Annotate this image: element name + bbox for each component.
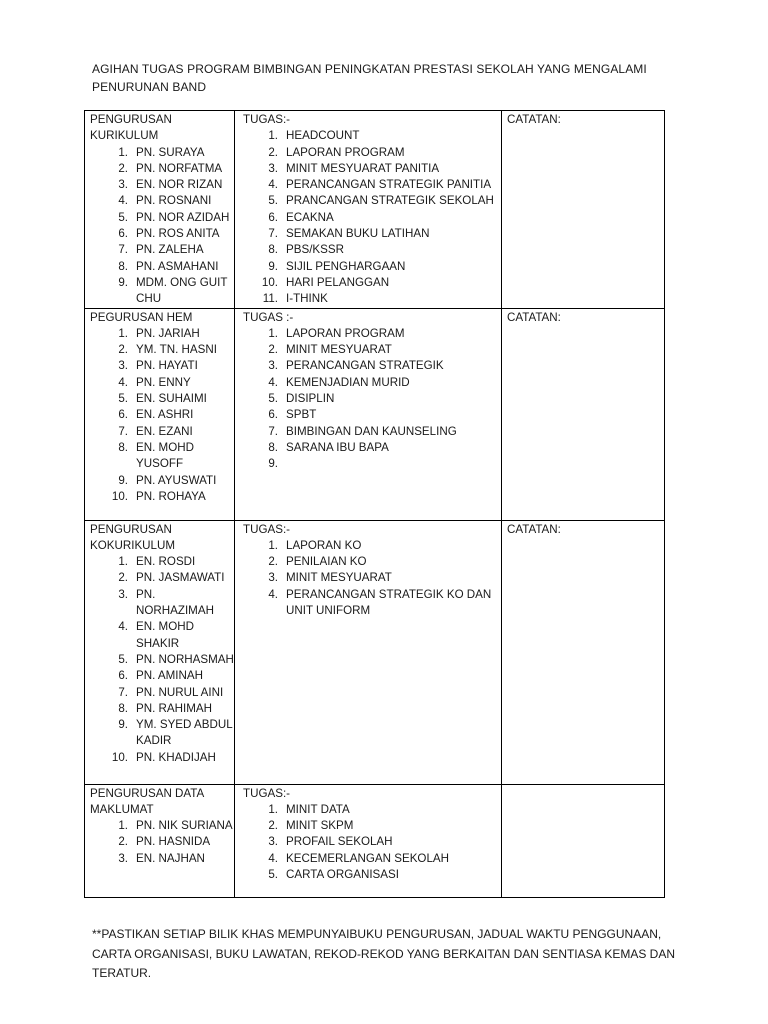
- notes-heading: CATATAN:: [507, 522, 561, 536]
- list-number: 9.: [268, 457, 278, 471]
- list-item: [240, 391, 501, 407]
- member-name: EN. NOR RIZAN: [136, 178, 223, 192]
- tasks-cell: [235, 111, 502, 309]
- list-item: [90, 210, 234, 226]
- task-text: PRANCANGAN STRATEGIK SEKOLAH: [286, 194, 494, 208]
- list-number: 4.: [268, 178, 278, 192]
- list-item: [240, 177, 501, 193]
- member-name: PN. SURAYA: [136, 145, 205, 159]
- task-text: BIMBINGAN DAN KAUNSELING: [286, 424, 457, 438]
- member-name: EN. MOHD YUSOFF: [136, 440, 194, 471]
- task-text: DISIPLIN: [286, 392, 335, 406]
- member-name: EN. NAJHAN: [136, 851, 205, 865]
- list-item: [90, 701, 234, 717]
- member-name: PN. NORHAZIMAH: [136, 587, 214, 618]
- list-number: 7.: [118, 243, 128, 257]
- list-number: 9.: [118, 473, 128, 487]
- list-item: [240, 375, 501, 391]
- list-number: 1.: [268, 538, 278, 552]
- member-name: PN. ROS ANITA: [136, 227, 220, 241]
- task-text: LAPORAN PROGRAM: [286, 326, 405, 340]
- committee-heading: PEGURUSAN HEM: [90, 310, 193, 324]
- list-item: [240, 342, 501, 358]
- list-number: 4.: [268, 375, 278, 389]
- member-name: PN. ZALEHA: [136, 243, 204, 257]
- footnote: **PASTIKAN SETIAP BILIK KHAS MEMPUNYAIBUKU PENGURUSAN, JADUAL WAKTU PENGGUNAAN, CARTA ORGANISASI, BUKU LAWATAN, REKOD-REKOD YANG BERKAITAN DAN SENTIASA KEMAS DAN TERATUR.: [92, 927, 676, 980]
- list-item: [90, 570, 234, 586]
- list-number: 4.: [268, 851, 278, 865]
- list-number: 6.: [118, 408, 128, 422]
- task-text: HARI PELANGGAN: [286, 275, 390, 289]
- tasks-cell: [235, 784, 502, 897]
- list-item: [90, 750, 234, 766]
- task-text: PROFAIL SEKOLAH: [286, 835, 393, 849]
- list-item: [90, 851, 234, 867]
- member-name: PN. ENNY: [136, 375, 191, 389]
- list-item: [90, 177, 234, 193]
- committee-cell: [85, 111, 235, 309]
- list-number: 4.: [118, 375, 128, 389]
- task-text: PERANCANGAN STRATEGIK: [286, 359, 444, 373]
- member-name: PN. NOR AZIDAH: [136, 210, 230, 224]
- list-item: [240, 193, 501, 209]
- notes-heading: CATATAN:: [507, 113, 561, 126]
- task-text: MINIT SKPM: [286, 819, 354, 833]
- list-number: 2.: [268, 145, 278, 159]
- list-number: 3.: [268, 571, 278, 585]
- list-number: 6.: [268, 210, 278, 224]
- list-number: 9.: [118, 275, 128, 289]
- member-name: PN. HAYATI: [136, 359, 198, 373]
- list-item: [240, 226, 501, 242]
- list-item: [90, 242, 234, 258]
- list-item: [90, 391, 234, 407]
- member-list: [90, 554, 234, 766]
- list-number: 8.: [118, 701, 128, 715]
- member-name: PN. ROHAYA: [136, 489, 206, 503]
- list-number: 6.: [268, 408, 278, 422]
- list-item: [90, 226, 234, 242]
- task-text: SEMAKAN BUKU LATIHAN: [286, 227, 430, 241]
- list-item: [90, 259, 234, 275]
- member-name: EN. SUHAIMI: [136, 392, 207, 406]
- list-item: [240, 161, 501, 177]
- list-number: 10.: [261, 275, 278, 289]
- list-number: 8.: [268, 440, 278, 454]
- list-number: 2.: [118, 835, 128, 849]
- list-item: [240, 210, 501, 226]
- list-number: 2.: [118, 343, 128, 357]
- member-name: PN. JASMAWATI: [136, 571, 225, 585]
- list-number: 7.: [118, 685, 128, 699]
- notes-heading: CATATAN:: [507, 310, 561, 324]
- task-text: SARANA IBU BAPA: [286, 440, 389, 454]
- list-item: [240, 851, 501, 867]
- list-item: [240, 275, 501, 291]
- list-item: [240, 407, 501, 423]
- list-number: 2.: [118, 571, 128, 585]
- tasks-heading: TUGAS :-: [243, 310, 294, 324]
- list-item: [90, 685, 234, 701]
- list-item: [240, 456, 501, 472]
- task-list: [240, 326, 501, 473]
- list-item: [90, 424, 234, 440]
- list-number: 2.: [268, 819, 278, 833]
- tasks-cell: [235, 520, 502, 784]
- member-name: YM. TN. HASNI: [136, 343, 217, 357]
- list-item: [240, 587, 501, 620]
- table-row: [85, 308, 665, 520]
- list-item: [90, 717, 234, 750]
- list-item: [240, 802, 501, 818]
- task-text: I-THINK: [286, 292, 328, 306]
- list-item: [240, 424, 501, 440]
- list-item: [90, 619, 234, 652]
- list-number: 4.: [118, 620, 128, 634]
- list-number: 3.: [118, 359, 128, 373]
- task-text: SIJIL PENGHARGAAN: [286, 259, 406, 273]
- list-item: [90, 375, 234, 391]
- list-number: 2.: [268, 555, 278, 569]
- task-text: MINIT MESYUARAT: [286, 343, 392, 357]
- task-text: ECAKNA: [286, 210, 334, 224]
- list-number: 1.: [118, 819, 128, 833]
- list-number: 9.: [118, 718, 128, 732]
- list-item: [90, 818, 234, 834]
- list-item: [90, 326, 234, 342]
- duty-assignment-table: [84, 110, 665, 898]
- member-name: EN. EZANI: [136, 424, 193, 438]
- list-item: [240, 326, 501, 342]
- member-name: YM. SYED ABDUL KADIR: [136, 718, 233, 748]
- list-number: 3.: [268, 359, 278, 373]
- task-text: [286, 456, 501, 472]
- list-item: [90, 668, 234, 684]
- list-number: 10.: [111, 750, 128, 764]
- committee-heading: PENGURUSAN DATA MAKLUMAT: [90, 786, 204, 816]
- task-text: KECEMERLANGAN SEKOLAH: [286, 851, 450, 865]
- list-number: 4.: [268, 587, 278, 601]
- member-name: PN. ROSNANI: [136, 194, 212, 208]
- list-number: 5.: [268, 194, 278, 208]
- member-name: PN. AMINAH: [136, 669, 203, 683]
- list-item: [90, 358, 234, 374]
- list-item: [90, 834, 234, 850]
- tasks-heading: TUGAS:-: [243, 786, 291, 800]
- task-text: MINIT MESYUARAT: [286, 571, 392, 585]
- notes-cell: [502, 308, 665, 520]
- list-item: [240, 818, 501, 834]
- list-number: 1.: [268, 802, 278, 816]
- member-name: PN. ASMAHANI: [136, 259, 219, 273]
- list-item: [240, 867, 501, 883]
- list-item: [240, 242, 501, 258]
- table-row: [85, 520, 665, 784]
- task-text: HEADCOUNT: [286, 129, 360, 143]
- list-item: [240, 570, 501, 586]
- member-name: PN. HASNIDA: [136, 835, 211, 849]
- list-item: [90, 342, 234, 358]
- list-number: 6.: [118, 669, 128, 683]
- list-number: 8.: [268, 243, 278, 257]
- member-list: [90, 145, 234, 308]
- list-number: 7.: [268, 424, 278, 438]
- list-number: 5.: [268, 392, 278, 406]
- list-number: 1.: [268, 326, 278, 340]
- list-number: 8.: [118, 440, 128, 454]
- list-number: 3.: [268, 161, 278, 175]
- tasks-cell: [235, 308, 502, 520]
- table-row: [85, 111, 665, 309]
- list-number: 9.: [268, 259, 278, 273]
- list-number: 5.: [118, 652, 128, 666]
- list-item: [90, 652, 234, 668]
- task-text: PERANCANGAN STRATEGIK KO DAN UNIT UNIFORM: [286, 587, 492, 618]
- list-number: 5.: [118, 210, 128, 224]
- list-item: [90, 473, 234, 489]
- list-number: 3.: [268, 835, 278, 849]
- task-text: PERANCANGAN STRATEGIK PANITIA: [286, 178, 492, 192]
- task-list: [240, 802, 501, 883]
- list-number: 10.: [111, 489, 128, 503]
- list-number: 3.: [118, 587, 128, 601]
- member-name: PN. NURUL AINI: [136, 685, 224, 699]
- list-item: [240, 128, 501, 144]
- task-text: PENILAIAN KO: [286, 555, 367, 569]
- member-name: EN. ASHRI: [136, 408, 194, 422]
- committee-cell: [85, 784, 235, 897]
- task-text: MINIT DATA: [286, 802, 350, 816]
- list-number: 7.: [268, 227, 278, 241]
- task-list: [240, 538, 501, 619]
- list-number: 5.: [118, 392, 128, 406]
- committee-heading: PENGURUSAN KURIKULUM: [90, 113, 172, 143]
- task-text: LAPORAN PROGRAM: [286, 145, 405, 159]
- task-text: SPBT: [286, 408, 317, 422]
- list-item: [90, 145, 234, 161]
- task-text: KEMENJADIAN MURID: [286, 375, 410, 389]
- list-number: 4.: [118, 194, 128, 208]
- document-title: AGIHAN TUGAS PROGRAM BIMBINGAN PENINGKATAN PRESTASI SEKOLAH YANG MENGALAMI PENURUNAN BAND: [92, 62, 647, 94]
- committee-cell: [85, 308, 235, 520]
- task-text: MINIT MESYUARAT PANITIA: [286, 161, 440, 175]
- list-item: [240, 145, 501, 161]
- member-name: PN. NORFATMA: [136, 161, 223, 175]
- member-list: [90, 326, 234, 505]
- list-item: [240, 538, 501, 554]
- notes-cell: [502, 784, 665, 897]
- list-item: [240, 440, 501, 456]
- list-number: 8.: [118, 259, 128, 273]
- list-item: [90, 587, 234, 620]
- list-number: 1.: [268, 129, 278, 143]
- list-item: [90, 161, 234, 177]
- list-number: 1.: [118, 145, 128, 159]
- member-name: PN. NIK SURIANA: [136, 819, 233, 833]
- tasks-heading: TUGAS:-: [243, 113, 291, 126]
- list-item: [240, 358, 501, 374]
- list-item: [90, 193, 234, 209]
- list-item: [240, 259, 501, 275]
- member-name: PN. JARIAH: [136, 326, 200, 340]
- member-name: MDM. ONG GUIT CHU: [136, 275, 228, 306]
- notes-cell: [502, 520, 665, 784]
- list-item: [90, 275, 234, 308]
- list-item: [90, 440, 234, 473]
- list-number: 11.: [262, 292, 278, 306]
- list-item: [240, 291, 501, 307]
- list-number: 1.: [118, 326, 128, 340]
- member-name: PN. KHADIJAH: [136, 750, 216, 764]
- member-name: EN. MOHD SHAKIR: [136, 620, 194, 650]
- member-list: [90, 818, 234, 867]
- notes-cell: [502, 111, 665, 309]
- list-number: 3.: [118, 851, 128, 865]
- list-number: 2.: [118, 161, 128, 175]
- task-text: CARTA ORGANISASI: [286, 868, 399, 882]
- list-item: [90, 407, 234, 423]
- task-text: PBS/KSSR: [286, 243, 344, 257]
- member-name: EN. ROSDI: [136, 555, 196, 569]
- tasks-heading: TUGAS:-: [243, 522, 291, 536]
- list-number: 1.: [118, 555, 128, 569]
- list-number: 5.: [268, 868, 278, 882]
- committee-cell: [85, 520, 235, 784]
- member-name: PN. NORHASMAH: [136, 652, 234, 666]
- list-item: [90, 489, 234, 505]
- task-list: [240, 128, 501, 307]
- member-name: PN. RAHIMAH: [136, 701, 213, 715]
- task-text: LAPORAN KO: [286, 538, 362, 552]
- member-name: PN. AYUSWATI: [136, 473, 217, 487]
- list-item: [240, 554, 501, 570]
- committee-heading: PENGURUSAN KOKURIKULUM: [90, 522, 176, 552]
- list-number: 6.: [118, 227, 128, 241]
- list-item: [240, 834, 501, 850]
- list-number: 2.: [268, 343, 278, 357]
- table-row: [85, 784, 665, 897]
- list-number: 7.: [118, 424, 128, 438]
- list-number: 3.: [118, 178, 128, 192]
- list-item: [90, 554, 234, 570]
